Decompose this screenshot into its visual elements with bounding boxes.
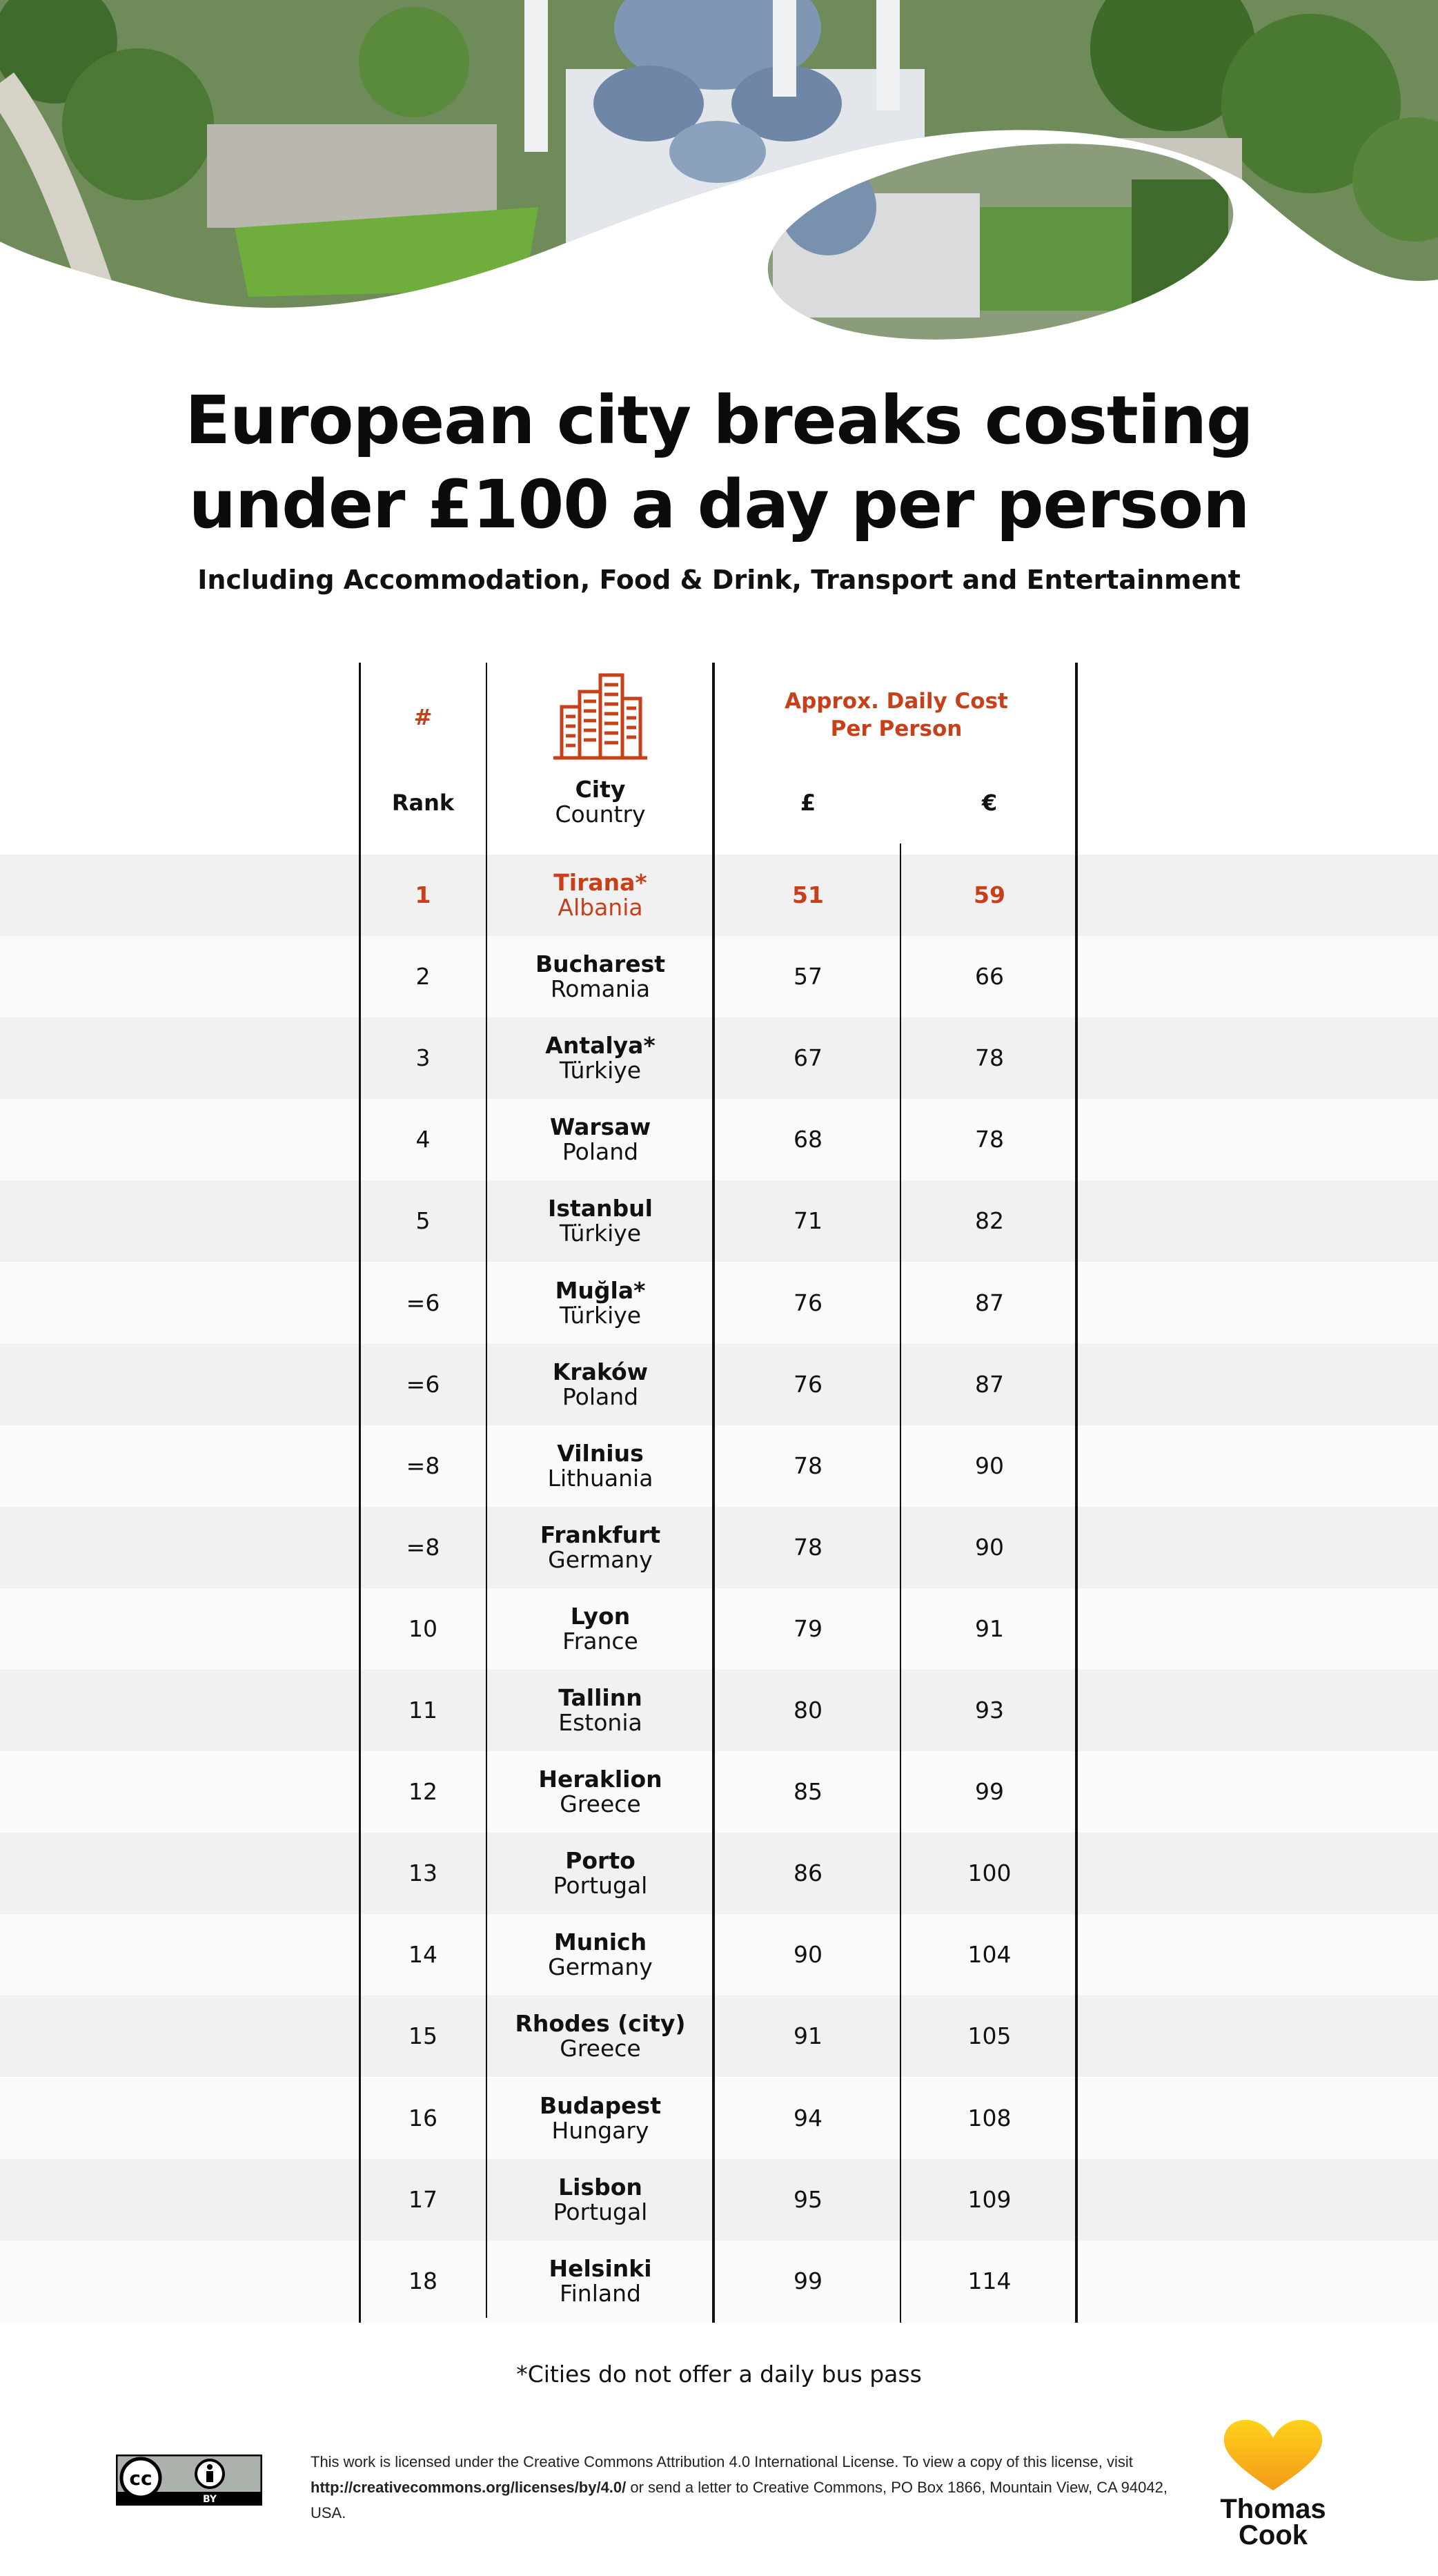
table-row	[0, 1425, 1438, 1507]
table-row	[0, 1670, 1438, 1751]
rank-cell: =6	[406, 1289, 440, 1316]
eur-cost-cell: 59	[974, 881, 1005, 908]
gbp-cost-cell: 57	[794, 963, 823, 991]
hero-image	[0, 0, 1438, 345]
eur-cost-cell: 114	[967, 2267, 1012, 2294]
city-name: Budapest	[540, 2091, 661, 2119]
table-row	[0, 1180, 1438, 1262]
city-name: Tirana*	[553, 869, 647, 896]
eur-cost-cell: 108	[967, 2104, 1012, 2131]
table-row	[0, 936, 1438, 1017]
country-name: Estonia	[558, 1709, 642, 1736]
eur-cost-cell: 99	[975, 1778, 1004, 1806]
divider-rank-city	[486, 663, 487, 2318]
gbp-cost-cell: 68	[794, 1126, 823, 1153]
gbp-cost-cell: 90	[794, 1941, 823, 1969]
city-name: Heraklion	[538, 1766, 662, 1793]
city-cell	[487, 1507, 713, 1588]
header-cost-line-1: Approx. Daily Cost	[785, 689, 1008, 714]
country-name: France	[562, 1627, 638, 1655]
rank-cell: 16	[408, 2104, 437, 2131]
city-cell	[487, 936, 713, 1017]
country-name: Hungary	[551, 2116, 649, 2144]
eur-cost-cell: 90	[975, 1452, 1004, 1479]
rank-cell: =6	[406, 1370, 440, 1398]
eur-cost-cell: 105	[967, 2022, 1012, 2050]
header-city-country	[487, 777, 713, 827]
title-line-1: European city breaks costing	[185, 382, 1253, 459]
rank-cell: 4	[415, 1126, 431, 1153]
gbp-cost-cell: 51	[792, 881, 824, 908]
city-cell	[487, 855, 713, 936]
header-city: City	[575, 776, 626, 803]
thomas-cook-logo	[1214, 2417, 1332, 2548]
svg-text:cc: cc	[129, 2467, 152, 2490]
eur-cost-cell: 90	[975, 1533, 1004, 1561]
country-name: Türkiye	[559, 1057, 642, 1084]
country-name: Greece	[560, 2035, 641, 2062]
city-cell	[487, 1180, 713, 1262]
gbp-cost-cell: 91	[794, 2022, 823, 2050]
city-name: Frankfurt	[540, 1521, 661, 1548]
header-cost-line-2: Per Person	[830, 716, 963, 741]
country-name: Germany	[548, 1545, 653, 1573]
eur-cost-cell: 82	[975, 1207, 1004, 1235]
gbp-cost-cell: 85	[794, 1778, 823, 1806]
cost-table	[0, 663, 1438, 2323]
table-row	[0, 1017, 1438, 1099]
city-buildings-icon	[552, 671, 649, 761]
divider-city-cost	[712, 663, 715, 2323]
country-name: Türkiye	[559, 1220, 642, 1247]
city-name: Muğla*	[555, 1276, 646, 1304]
city-cell	[487, 1588, 713, 1670]
city-name: Lyon	[570, 1602, 631, 1630]
city-cell	[487, 1262, 713, 1344]
gbp-cost-cell: 99	[794, 2267, 823, 2294]
city-cell	[487, 1099, 713, 1180]
eur-cost-cell: 78	[975, 1044, 1004, 1072]
country-name: Germany	[548, 1953, 653, 1981]
rank-cell: 1	[415, 881, 431, 908]
country-name: Romania	[550, 975, 651, 1003]
country-name: Portugal	[553, 1872, 648, 1900]
gbp-cost-cell: 86	[794, 1860, 823, 1887]
country-name: Poland	[562, 1138, 639, 1166]
header-eur: €	[981, 790, 998, 816]
rank-cell: 3	[415, 1044, 431, 1072]
eur-cost-cell: 87	[975, 1289, 1004, 1316]
city-name: Rhodes (city)	[515, 2010, 686, 2038]
rank-cell: 18	[408, 2267, 437, 2294]
eur-cost-cell: 78	[975, 1126, 1004, 1153]
table-row	[0, 2159, 1438, 2241]
table-row	[0, 1751, 1438, 1833]
city-name: Porto	[565, 1847, 636, 1875]
city-name: Kraków	[552, 1358, 649, 1385]
license-link[interactable]: http://creativecommons.org/licenses/by/4.0/	[311, 2479, 627, 2496]
city-name: Istanbul	[548, 1195, 653, 1222]
header-hash: #	[413, 704, 433, 730]
rank-cell: =8	[406, 1533, 440, 1561]
gbp-cost-cell: 95	[794, 2185, 823, 2213]
gbp-cost-cell: 67	[794, 1044, 823, 1072]
table-row	[0, 2078, 1438, 2159]
country-name: Türkiye	[559, 1301, 642, 1329]
title-line-2: under £100 a day per person	[188, 466, 1250, 543]
rank-cell: 13	[408, 1860, 437, 1887]
city-name: Tallinn	[558, 1684, 642, 1711]
eur-cost-cell: 109	[967, 2185, 1012, 2213]
license-part-2: or send a letter to Creative Commons, PO Box 1866, Mountain View, CA 94042, USA.	[311, 2479, 1168, 2521]
country-name: Lithuania	[547, 1464, 653, 1492]
table-row	[0, 1507, 1438, 1588]
rank-cell: 10	[408, 1614, 437, 1642]
table-row	[0, 1099, 1438, 1180]
city-cell	[487, 2159, 713, 2241]
gbp-cost-cell: 94	[794, 2104, 823, 2131]
table-row	[0, 1996, 1438, 2077]
gbp-cost-cell: 76	[794, 1289, 823, 1316]
rank-cell: 17	[408, 2185, 437, 2213]
header-rank: Rank	[391, 790, 455, 816]
city-name: Munich	[553, 1929, 647, 1956]
gbp-cost-cell: 80	[794, 1697, 823, 1724]
city-cell	[487, 2078, 713, 2159]
brand-line-1: Thomas	[1220, 2494, 1326, 2524]
city-cell	[487, 1833, 713, 1914]
city-cell	[487, 1017, 713, 1099]
license-text	[311, 2449, 1180, 2526]
heart-logo-icon	[1221, 2417, 1325, 2493]
table-row	[0, 1914, 1438, 1996]
header-approx-cost	[715, 687, 1078, 743]
eur-cost-cell: 100	[967, 1860, 1012, 1887]
eur-cost-cell: 66	[975, 963, 1004, 991]
divider-gbp-eur	[900, 843, 901, 2323]
footnote: *Cities do not offer a daily bus pass	[516, 2361, 922, 2388]
rank-cell: 14	[408, 1941, 437, 1969]
header-gbp: £	[800, 790, 816, 816]
page-subtitle: Including Accommodation, Food & Drink, Transport and Entertainment	[197, 565, 1241, 595]
table-row	[0, 855, 1438, 936]
rank-cell: 11	[408, 1697, 437, 1724]
city-cell	[487, 1670, 713, 1751]
city-name: Warsaw	[549, 1113, 651, 1141]
city-cell	[487, 1425, 713, 1507]
rank-cell: 5	[415, 1207, 431, 1235]
eur-cost-cell: 91	[975, 1614, 1004, 1642]
rank-cell: 2	[415, 963, 431, 991]
table-row	[0, 2241, 1438, 2322]
gbp-cost-cell: 79	[794, 1614, 823, 1642]
rank-cell: 15	[408, 2022, 437, 2050]
city-cell	[487, 1751, 713, 1833]
city-name: Vilnius	[557, 1439, 644, 1467]
gbp-cost-cell: 76	[794, 1370, 823, 1398]
city-cell	[487, 1344, 713, 1425]
city-cell	[487, 1914, 713, 1996]
country-name: Finland	[560, 2279, 641, 2307]
rank-cell: =8	[406, 1452, 440, 1479]
license-part-1: This work is licensed under the Creative Commons Attribution 4.0 International License. To view a copy of this license, visit	[311, 2453, 1133, 2470]
divider-right	[1075, 663, 1078, 2323]
gbp-cost-cell: 78	[794, 1533, 823, 1561]
country-name: Albania	[558, 894, 643, 921]
divider-left	[359, 663, 361, 2323]
country-name: Greece	[560, 1790, 641, 1818]
city-cell	[487, 1996, 713, 2077]
eur-cost-cell: 93	[975, 1697, 1004, 1724]
brand-line-2: Cook	[1239, 2520, 1308, 2550]
header-country: Country	[555, 801, 646, 828]
gbp-cost-cell: 78	[794, 1452, 823, 1479]
city-name: Bucharest	[535, 950, 666, 978]
gbp-cost-cell: 71	[794, 1207, 823, 1235]
eur-cost-cell: 104	[967, 1941, 1012, 1969]
country-name: Poland	[562, 1383, 639, 1410]
page-title	[0, 378, 1438, 547]
city-name: Lisbon	[558, 2173, 642, 2201]
table-row	[0, 1344, 1438, 1425]
table-row	[0, 1833, 1438, 1914]
table-row	[0, 1262, 1438, 1344]
cc-badge-text: BY	[202, 2494, 217, 2505]
cc-by-license-badge	[116, 2455, 262, 2506]
city-cell	[487, 2241, 713, 2322]
city-name: Antalya*	[545, 1032, 656, 1060]
table-row	[0, 1588, 1438, 1670]
rank-cell: 12	[408, 1778, 437, 1806]
eur-cost-cell: 87	[975, 1370, 1004, 1398]
country-name: Portugal	[553, 2198, 648, 2225]
city-name: Helsinki	[549, 2254, 652, 2282]
